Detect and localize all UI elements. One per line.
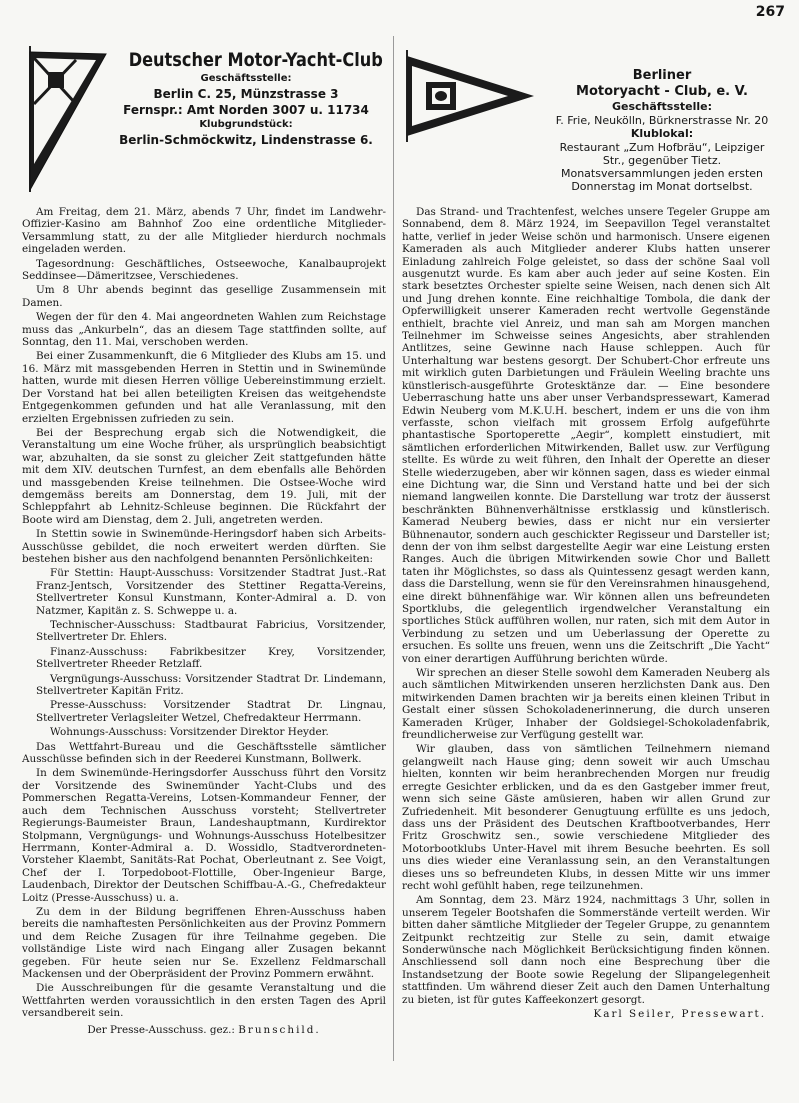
left-column bbox=[22, 34, 386, 1036]
paragraph: Am Sonntag, dem 23. März 1924, nachmittags 3 Uhr, sollen in unserem Tegeler Bootshafen die Sommerstände verteilt werden. Wir bitten daher sämtliche Mitglieder der Tegeler Gruppe, zu genanntem Zeitpunkt rechtzeitig zur Stelle zu sein, damit etwaige Sonderwünsche nach Möglichkeit Berücksichtigung finden können. Anschliessend soll dann noch eine Besprechung über die Instandsetzung der Boote sowie Regelung der Slipangelegenheit stattfinden. Um während dieser Zeit auch den Damen Unterhaltung zu bieten, ist für gutes Kaffeekonzert gesorgt. bbox=[402, 894, 770, 1006]
dmyc-signature bbox=[22, 1024, 386, 1036]
signature-name: Brunschild. bbox=[238, 1023, 321, 1036]
paragraph: Zu dem in der Bildung begriffenen Ehren-Ausschuss haben bereits die namhaftesten Persönlichkeiten aus der Provinz Pommern und dem Reiche Zusagen für ihre Teilnahme gegeben. Die vollständige Liste wird nach Eingang aller Zusagen bekannt gegeben. Für heute seien nur Se. Exzellenz Feldmarschall Mackensen und der Oberpräsident der Provinz Pommern erwähnt. bbox=[22, 905, 386, 980]
paragraph: Am Freitag, dem 21. März, abends 7 Uhr, findet im Landwehr-Offizier-Kasino am Bahnhof Zoo eine ordentliche Mitglieder-Versammlung statt, zu der alle Mitglieder hierdurch nochmals eingeladen werden. bbox=[22, 206, 386, 256]
dmyc-pennant-icon bbox=[26, 44, 108, 194]
dmyc-info bbox=[108, 48, 384, 148]
bmyc-office-address: F. Frie, Neukölln, Bürknerstrasse Nr. 20 bbox=[555, 114, 769, 127]
page-number: 267 bbox=[755, 4, 785, 20]
dmyc-club-name: Deutscher Motor-Yacht-Club bbox=[128, 49, 383, 71]
committee-entry: Vergnügungs-Ausschuss: Vorsitzender Stadtrat Dr. Lindemann, Stellvertreter Kapitän Fritz. bbox=[36, 672, 386, 698]
dmyc-office-address: Berlin C. 25, Münzstrasse 3 bbox=[153, 87, 339, 101]
bmyc-pennant-icon bbox=[404, 48, 536, 144]
bmyc-meetings: Monatsversammlungen jeden ersten Donnerstag im Monat dortselbst. bbox=[560, 167, 763, 193]
paragraph: Die Ausschreibungen für die gesamte Veranstaltung und die Wettfahrten werden voraussichtlich in den ersten Tagen des April versandbereit sein. bbox=[22, 982, 386, 1020]
paragraph: In dem Swinemünde-Heringsdorfer Ausschuss führt den Vorsitz der Vorsitzende des Swinemünder Yacht-Clubs und des Pommerschen Regatta-Vereins, Lotsen-Kommandeur Fenner, der auch dem Technischen Ausschuss vorsteht; Stellvertreter Regierungs-Baumeister Braun, Landeshauptmann, Kurdirektor Stolpmann, Vergnügungs- und Wohnungs-Ausschuss Hotelbesitzer Herrmann, Konter-Admiral a. D. Wossidlo, Stadtverordneten-Vorsteher Klaembt, Sanitäts-Rat Pochat, Oberleutnant z. See Voigt, Chef der I. Torpedoboot-Flottille, Ober-Ingenieur Barge, Laudenbach, Direktor der Deutschen Schiffbau-A.-G., Chefredakteur Loitz (Presse-Ausschuss) u. a. bbox=[22, 767, 386, 904]
right-column bbox=[402, 34, 770, 1020]
signature-prefix: Der Presse-Ausschuss. gez.: bbox=[87, 1023, 235, 1036]
dmyc-grounds-address: Berlin-Schmöckwitz, Lindenstrasse 6. bbox=[119, 133, 373, 147]
bmyc-clubhouse-label: Klublokal: bbox=[630, 127, 694, 140]
bmyc-clubhouse-address: Restaurant „Zum Hofbräu“, Leipziger Str., gegenüber Tietz. bbox=[559, 141, 765, 167]
bmyc-club-name-line1: Berliner bbox=[632, 68, 692, 83]
paragraph: Bei der Besprechung ergab sich die Notwendigkeit, die Veranstaltung um eine Woche früher, als ursprünglich beabsichtigt war, abzuhalten, da sie sonst zu gleicher Zeit stattgefunden hätte mit dem XIV. deutschen Turnfest, an dem ebenfalls alle Behörden und massgebenden Kreise teilnehmen. Die Ostsee-Woche wird demgemäss bereits am Donnerstag, dem 19. Juli, mit der Schleppfahrt ab Lehnitz-Schleuse beginnen. Die Rückfahrt der Boote wird am Dienstag, dem 2. Juli, angetreten werden. bbox=[22, 426, 386, 526]
paragraph: Wir glauben, dass von sämtlichen Teilnehmern niemand gelangweilt nach Hause ging; denn soweit wir auch Umschau hielten, konnten wir beim heranbrechenden Morgen nur freudig erregte Gesichter erblicken, und da es den Gastgeber immer freut, wenn sich seine Gäste amüsieren, haben wir allen Grund zur Zufriedenheit. Mit besonderer Genugtuung erfüllte es uns jedoch, dass uns der Präsident des Deutschen Kraftbootverbandes, Herr Fritz Groschwitz sen., sowie verschiedene Mitglieder des Motorbootklubs Unter-Havel mit ihrem Besuche beehrten. Es soll uns dies wieder eine Veranlassung sein, an den Veranstaltungen dieses uns so befreundeten Klubs, in dessen Mitte wir uns immer recht wohl gefühlt haben, rege teilzunehmen. bbox=[402, 743, 770, 892]
committee-entry: Wohnungs-Ausschuss: Vorsitzender Direktor Heyder. bbox=[50, 726, 329, 739]
bmyc-office-label: Geschäftsstelle: bbox=[611, 100, 713, 113]
dmyc-article bbox=[22, 206, 386, 1036]
paragraph: Wegen der für den 4. Mai angeordneten Wahlen zum Reichstage muss das „Ankurbeln“, das an diesem Tage stattfinden sollte, auf Sonntag, den 11. Mai, verschoben werden. bbox=[22, 311, 386, 349]
paragraph: In Stettin sowie in Swinemünde-Heringsdorf haben sich Arbeits-Ausschüsse gebildet, die noch erweitert werden dürften. Sie bestehen bisher aus den nachfolgend benannten Persönlichkeiten: bbox=[22, 528, 386, 565]
paragraph: Das Wettfahrt-Bureau und die Geschäftsstelle sämtlicher Ausschüsse befinden sich in der Reederei Kunstmann, Bollwerk. bbox=[22, 740, 386, 766]
dmyc-office-label: Geschäftsstelle: bbox=[200, 73, 292, 84]
bmyc-signature: Karl Seiler, Pressewart. bbox=[593, 1008, 766, 1020]
committee-entry: Finanz-Ausschuss: Fabrikbesitzer Krey, Vorsitzender, Stellvertreter Rheeder Retzlaff. bbox=[36, 645, 386, 671]
committee-entry: Presse-Ausschuss: Vorsitzender Stadtrat Dr. Lingnau, Stellvertreter Verlagsleiter Wetzel, Chefredakteur Herrmann. bbox=[36, 699, 386, 724]
paragraph: Das Strand- und Trachtenfest, welches unsere Tegeler Gruppe am Sonnabend, dem 8. März 1924, im Seepavillon Tegel veranstaltet hatte, verlief in jeder Weise schön und harmonisch. Unsere eigenen Kameraden als auch Mitglieder anderer Klubs hatten unserer Einladung zahlreich Folge geleistet, so dass der schöne Saal voll ausgenutzt wurde. Es kam aber auch jeder auf seine Kosten. Ein stark besetztes Orchester spielte seine Weisen, nach denen sich Alt und Jung drehen konnte. Eine reichhaltige Tombola, die dank der Opferwilligkeit unserer Kameraden recht wertvolle Gegenstände enthielt, brachte viel Anreiz, und man sah am Morgen manchen Teilnehmer im Schweisse seines Angesichts, aber strahlenden Antlitzes, seine Gewinne nach Hause schleppen. Auch für Unterhaltung war bestens gesorgt. Der Schubert-Chor erfreute uns mit wirklich guten Darbietungen und Fräulein Weeling brachte uns künstlerisch-ausgeführte Grotesktänze dar. — Eine besondere Ueberraschung hatte uns aber unser Verbandspressewart, Kamerad Edwin Neuberg vom M.K.U.H. beschert, indem er uns die von ihm verfasste, schon vielfach mit grossem Erfolg aufgeführte phantastische Sportoperette „Aegir“, komplett einstudiert, mit sämtlichen erforderlichen Mitwirkenden, Ballet usw. zur Verfügung stellte. Es würde zu weit führen, den Inhalt der Operette an dieser Stelle wiederzugeben, aber wir können sagen, dass es wieder einmal eine Dichtung war, die Sinn und Verstand hatte und bei der sich niemand langweilen konnte. Die Darstellung war trotz der äusserst beschränkten Bühnenverhältnisse erstklassig und künstlerisch. Kamerad Neuberg bewies, dass er nicht nur ein versierter Bühnenautor, sondern auch geschickter Regisseur und Darsteller ist; denn der von ihm selbst dargestellte Aegir war eine Leistung ersten Ranges. Auch die übrigen Mitwirkenden sowie Chor und Ballett taten ihr Möglichstes, so dass als Quintessenz gesagt werden kann, dass die Darstellung, wenn sie für den Vereinsrahmen hinausgehend, eine direkt bühnenfähige war. Wir können allen uns befreundeten Sportklubs, die gelegentlich irgendwelcher Veranstaltung ein sportliches Stück aufführen wollen, nur raten, sich mit dem Autor in Verbindung zu setzen und um Ueberlassung der Operette zu ersuchen. Es sollte uns freuen, wenn uns die Zeitschrift „Die Yacht“ von einer derartigen Aufführung berichten würde. bbox=[402, 206, 770, 665]
column-divider bbox=[393, 36, 394, 1061]
paragraph: Tagesordnung: Geschäftliches, Ostseewoche, Kanalbauprojekt Seddinsee—Dämeritzsee, Verschiedenes. bbox=[22, 257, 386, 283]
dmyc-header bbox=[22, 34, 386, 206]
dmyc-grounds-label: Klubgrundstück: bbox=[199, 119, 293, 130]
committee-entry: Technischer-Ausschuss: Stadtbaurat Fabricius, Vorsitzender, Stellvertreter Dr. Ehlers. bbox=[36, 619, 386, 644]
dmyc-phone: Fernspr.: Amt Norden 3007 u. 11734 bbox=[123, 103, 369, 117]
paragraph: Um 8 Uhr abends beginnt das gesellige Zusammensein mit Damen. bbox=[22, 284, 386, 309]
bmyc-info bbox=[554, 68, 770, 193]
bmyc-header bbox=[402, 34, 770, 206]
bmyc-article bbox=[402, 206, 770, 1020]
paragraph: Wir sprechen an dieser Stelle sowohl dem Kameraden Neuberg als auch sämtlichen Mitwirkenden unseren herzlichsten Dank aus. Den mitwirkenden Damen brachten wir ja bereits einen kleinen Tribut in Gestalt einer süssen Schokoladenerinnerung, die durch unseren Kameraden Krüger, Inhaber der Goldsiegel-Schokoladenfabrik, freundlicherweise zur Verfügung gestellt war. bbox=[402, 667, 770, 742]
bmyc-club-name-line2: Motoryacht - Club, e. V. bbox=[576, 84, 748, 99]
paragraph: Bei einer Zusammenkunft, die 6 Mitglieder des Klubs am 15. und 16. März mit massgebenden Herren in Stettin und in Swinemünde hatten, wurde mit diesen Herren völlige Uebereinstimmung erzielt. Der Vorstand hat bei allen beteiligten Kreisen das weitgehendste Entgegenkommen gefunden und hat alle Veranlassung, mit den erzielten Ergebnissen zufrieden zu sein. bbox=[22, 350, 386, 425]
committee-entry: Für Stettin: Haupt-Ausschuss: Vorsitzender Stadtrat Just.-Rat Franz-Jentsch, Vorsitzender des Stettiner Regatta-Vereins, Stellvertreter Konsul Kunstmann, Konter-Admiral a. D. von Natzmer, Kapitän z. S. Schweppe u. a. bbox=[36, 567, 386, 617]
